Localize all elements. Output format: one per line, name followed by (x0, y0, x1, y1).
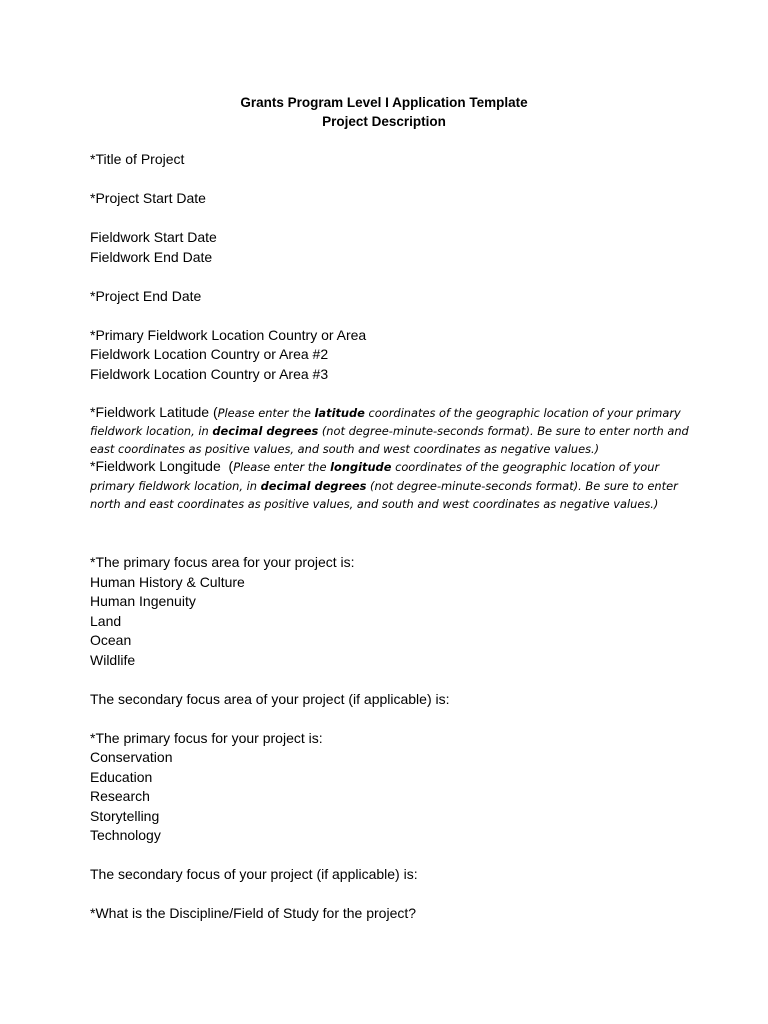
focus-area-option: Human Ingenuity (90, 593, 196, 610)
latitude-field (90, 404, 690, 459)
longitude-label: *Fieldwork Longitude (90, 458, 221, 475)
fieldwork-start-date-label: Fieldwork Start Date (90, 229, 217, 245)
document-header (0, 93, 768, 131)
focus-option: Storytelling (90, 807, 160, 824)
document-subtitle: Project Description (322, 114, 446, 129)
primary-location-label: *Primary Fieldwork Location Country or Area (90, 326, 367, 343)
longitude-decimal-degrees: decimal degrees (260, 478, 367, 493)
project-start-date-label: *Project Start Date (90, 190, 206, 206)
latitude-keyword: latitude (314, 405, 365, 420)
secondary-focus-area-question: The secondary focus area of your project (if applicable) is: (90, 690, 450, 707)
form-content (90, 150, 690, 924)
latitude-note-c: (not degree-minute-seconds format). Be sure to enter north and east coordinates as positive values, and south and west coordinates as negative values.) (90, 423, 689, 457)
longitude-keyword: longitude (330, 460, 392, 475)
latitude-note-a: Please enter the (217, 405, 315, 420)
longitude-note-c: (not degree-minute-seconds format). Be sure to enter north and east coordinates as positive values, and south and west coordinates as negative values.) (90, 478, 678, 511)
latitude-paren: ( (209, 403, 218, 420)
longitude-note-b: coordinates of the geographic location of your primary fieldwork location, in (90, 460, 660, 493)
longitude-note-a: Please enter the (233, 460, 331, 475)
focus-option: Technology (90, 827, 161, 844)
longitude-field (90, 458, 690, 513)
focus-option: Education (90, 768, 153, 785)
focus-area-option: Land (90, 612, 122, 629)
discipline-question: *What is the Discipline/Field of Study for the project? (90, 905, 417, 922)
focus-area-option: Ocean (90, 632, 132, 649)
focus-option: Research (90, 788, 150, 805)
latitude-label: *Fieldwork Latitude (90, 403, 210, 420)
document-title: Grants Program Level I Application Template (240, 95, 528, 110)
focus-area-option: Human History & Culture (90, 573, 245, 590)
focus-option: Conservation (90, 749, 173, 766)
secondary-focus-question: The secondary focus of your project (if applicable) is: (90, 866, 418, 883)
fieldwork-end-date-label: Fieldwork End Date (90, 248, 213, 265)
primary-focus-question: *The primary focus for your project is: (90, 729, 323, 746)
latitude-note-b: coordinates of the geographic location of your primary fieldwork location, in (90, 405, 681, 438)
latitude-decimal-degrees: decimal degrees (212, 423, 319, 438)
primary-focus-area-question: *The primary focus area for your project is: (90, 554, 355, 571)
project-end-date-label: *Project End Date (90, 287, 202, 304)
location-3-label: Fieldwork Location Country or Area #3 (90, 365, 329, 382)
focus-area-option: Wildlife (90, 651, 136, 668)
title-of-project-label: *Title of Project (90, 151, 185, 167)
longitude-paren: ( (220, 458, 234, 475)
location-2-label: Fieldwork Location Country or Area #2 (90, 346, 329, 362)
